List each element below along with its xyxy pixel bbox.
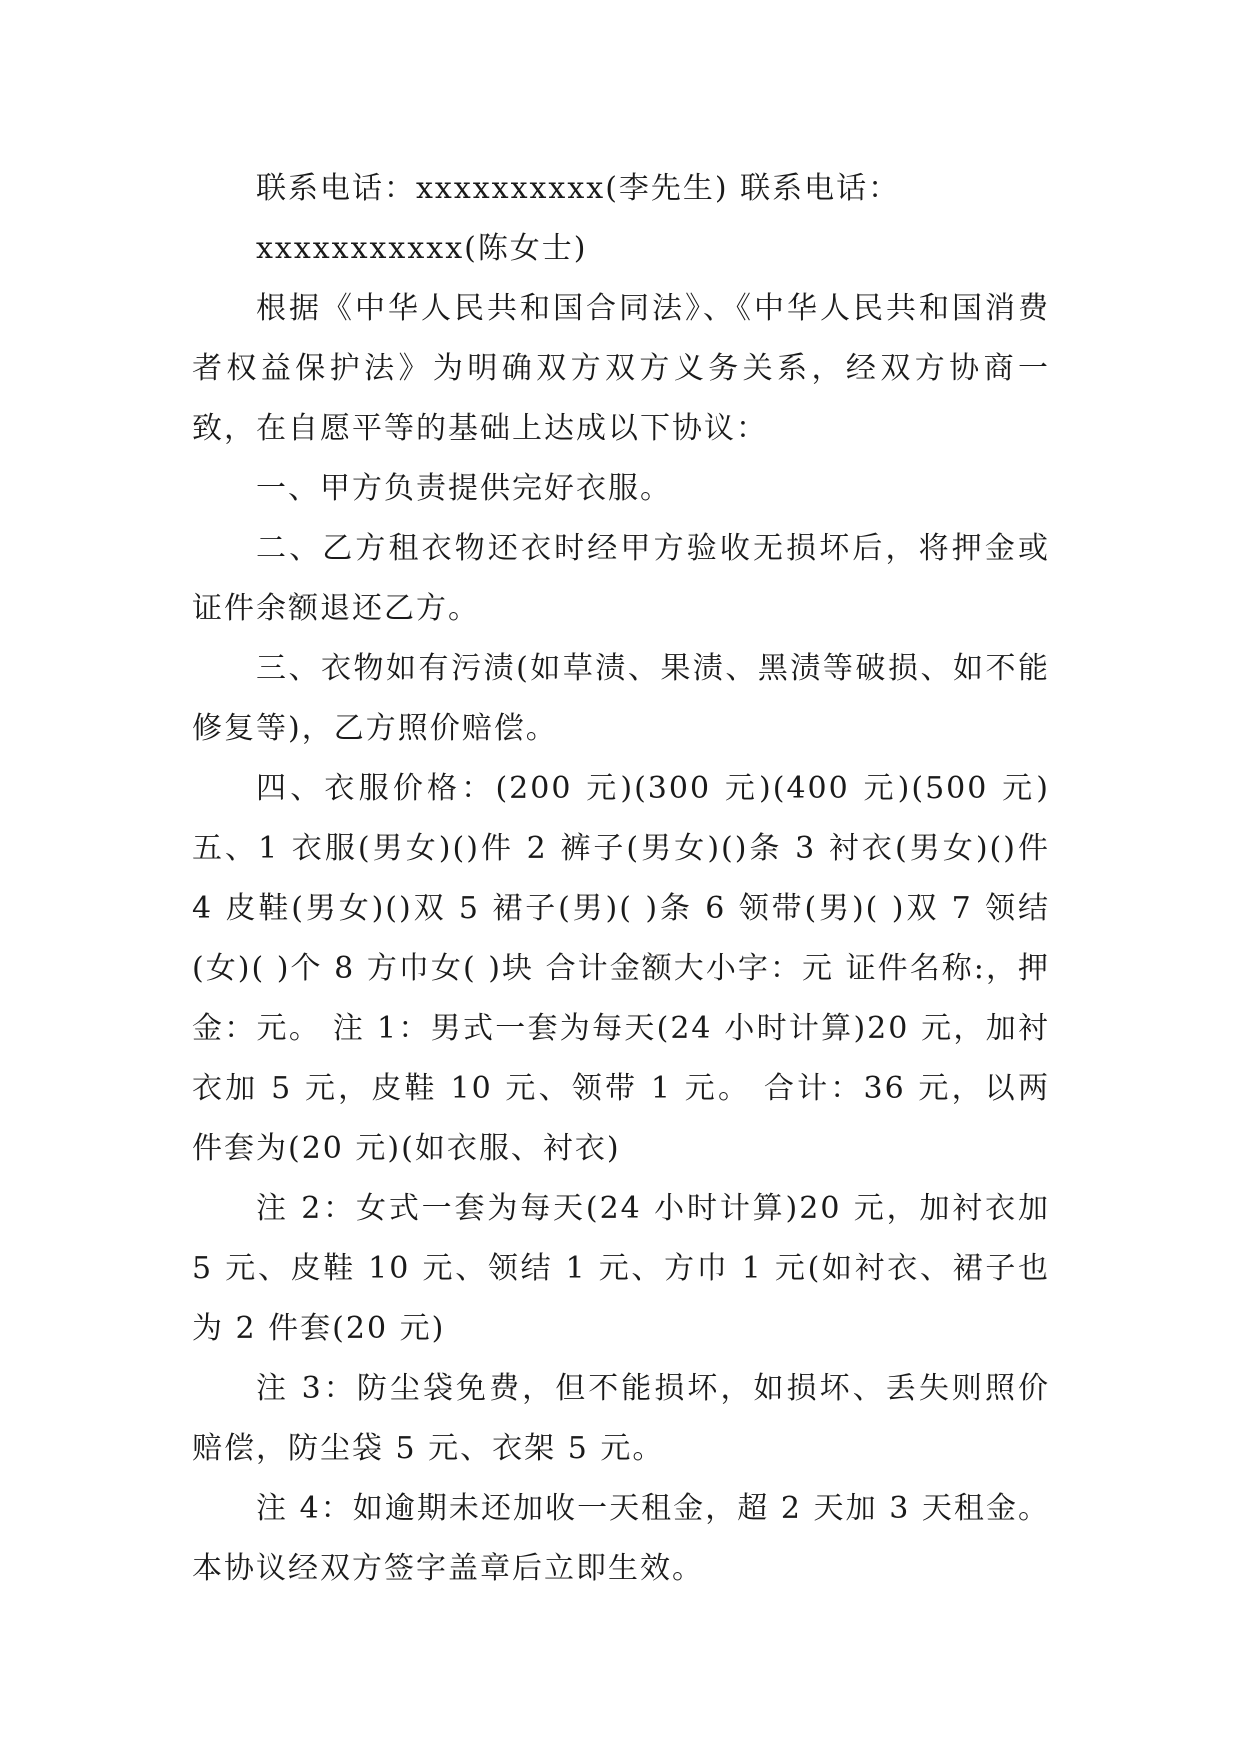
contact-phone-line: 联系电话：xxxxxxxxxx(李先生) 联系电话： <box>256 171 901 206</box>
document-body <box>192 159 1050 1599</box>
contact-phone-line-2: xxxxxxxxxxx(陈女士) <box>256 231 588 266</box>
legal-basis-paragraph: 根据《中华人民共和国合同法》、《中华人民共和国消费者权益保护法》为明确双方双方义务关系，经双方协商一致，在自愿平等的基础上达成以下协议： <box>192 291 1050 446</box>
note-3: 注 3：防尘袋免费，但不能损坏，如损坏、丢失则照价赔偿，防尘袋 5 元、衣架 5 元。 <box>192 1371 1050 1466</box>
clause-3: 三、衣物如有污渍(如草渍、果渍、黑渍等破损、如不能修复等)，乙方照价赔偿。 <box>192 651 1050 746</box>
note-2: 注 2：女式一套为每天(24 小时计算)20 元，加衬衣加 5 元、皮鞋 10 元、领结 1 元、方巾 1 元(如衬衣、裙子也为 2 件套(20 元) <box>192 1191 1050 1346</box>
clause-4-pricing: 四、衣服价格：(200 元)(300 元)(400 元)(500 元) 五、1 衣服(男女)()件 2 裤子(男女)()条 3 衬衣(男女)()件 4 皮鞋(男女)()双 5 裙子(男)( )条 6 领带(男)( )双 7 领结(女)( )个 8 方巾女( )块 合计金额大小字：元 证件名称:，押金：元。 注 1：男式一套为每天(24 小时计算)20 元，加衬衣加 5 元，皮鞋 10 元、领带 1 元。 合计：36 元，以两件套为(20 元)(如衣服、衬衣) <box>192 771 1050 1166</box>
clause-2: 二、乙方租衣物还衣时经甲方验收无损坏后，将押金或证件余额退还乙方。 <box>192 531 1050 626</box>
note-4: 注 4：如逾期未还加收一天租金，超 2 天加 3 天租金。本协议经双方签字盖章后立即生效。 <box>192 1491 1050 1586</box>
clause-1: 一、甲方负责提供完好衣服。 <box>256 471 672 506</box>
